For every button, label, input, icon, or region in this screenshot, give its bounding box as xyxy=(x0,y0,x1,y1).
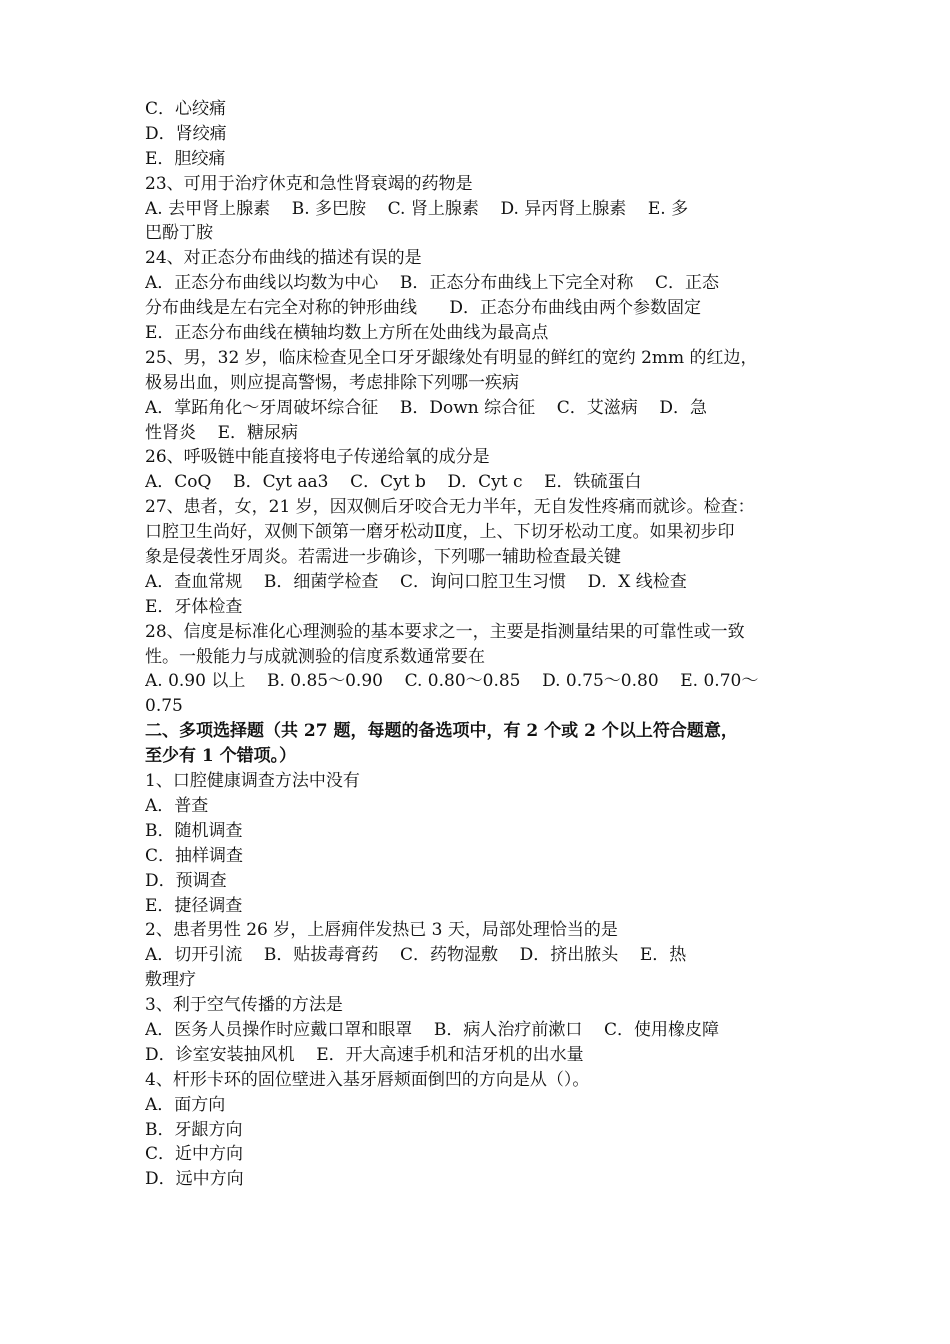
text-line: A．正态分布曲线以均数为中心 B．正态分布曲线上下完全对称 C．正态 xyxy=(145,273,720,294)
text-line: 口腔卫生尚好，双侧下颌第一磨牙松动Ⅱ度，上、下切牙松动工度。如果初步印 xyxy=(145,522,735,543)
text-line: C．心绞痛 xyxy=(145,99,227,119)
text-line: 象是侵袭性牙周炎。若需进一步确诊，下列哪一辅助检查最关键 xyxy=(145,547,621,568)
text-line: 分布曲线是左右完全对称的钟形曲线 D．正态分布曲线由两个参数固定 xyxy=(145,298,702,319)
text-line: D．远中方向 xyxy=(145,1169,244,1190)
text-line: 0.75 xyxy=(145,696,183,717)
text-line: 1、口腔健康调查方法中没有 xyxy=(145,771,360,792)
text-line: A．医务人员操作时应戴口罩和眼罩 B．病人治疗前漱口 C．使用橡皮障 xyxy=(145,1019,720,1040)
text-line: A. 去甲肾上腺素 B. 多巴胺 C. 肾上腺素 D. 异丙肾上腺素 E. 多 xyxy=(145,198,689,219)
text-line: B．随机调查 xyxy=(145,820,243,841)
text-line: A．切开引流 B．贴拔毒膏药 C．药物湿敷 D．挤出脓头 E．热 xyxy=(145,945,687,966)
text-line: 3、利于空气传播的方法是 xyxy=(145,995,343,1016)
text-line: A. 0.90 以上 B. 0.85～0.90 C. 0.80～0.85 D. 0.75～0.80 E. 0.70～ xyxy=(145,671,759,692)
text-line: 4、杆形卡环的固位壁进入基牙唇颊面倒凹的方向是从（）。 xyxy=(145,1069,590,1090)
text-line: D．预调查 xyxy=(145,870,227,891)
text-line: E．牙体检查 xyxy=(145,596,243,617)
text-line: A．查血常规 B．细菌学检查 C．询问口腔卫生习惯 D．X 线检查 xyxy=(145,571,687,592)
section-heading-line: 二、多项选择题（共 27 题，每题的备选项中，有 2 个或 2 个以上符合题意， xyxy=(145,721,738,742)
text-line: A．CoQ B．Cyt aa3 C．Cyt b D．Cyt c E．铁硫蛋白 xyxy=(145,472,642,493)
text-line: A．普查 xyxy=(145,795,209,816)
text-line: 极易出血，则应提高警惕，考虑排除下列哪一疾病 xyxy=(145,372,519,393)
text-line: C．抽样调查 xyxy=(145,845,244,866)
text-line: D．诊室安装抽风机 E．开大高速手机和洁牙机的出水量 xyxy=(145,1044,584,1065)
text-line: 23、可用于治疗休克和急性肾衰竭的药物是 xyxy=(145,173,473,194)
text-line: D．肾绞痛 xyxy=(145,123,227,144)
text-line: 26、呼吸链中能直接将电子传递给氧的成分是 xyxy=(145,447,490,468)
text-line: E．捷径调查 xyxy=(145,895,243,916)
text-line: 25、男，32 岁，临床检查见全口牙牙龈缘处有明显的鲜红的宽约 2mm 的红边， xyxy=(145,347,758,368)
text-line: B．牙龈方向 xyxy=(145,1119,243,1140)
text-line: 巴酚丁胺 xyxy=(145,223,213,244)
text-line: 敷理疗 xyxy=(145,970,196,991)
text-line: 28、信度是标准化心理测验的基本要求之一，主要是指测量结果的可靠性或一致 xyxy=(145,621,745,642)
text-line: E．胆绞痛 xyxy=(145,148,226,169)
text-line: 27、患者，女，21 岁，因双侧后牙咬合无力半年，无自发性疼痛而就诊。检查： xyxy=(145,497,755,518)
text-line: 24、对正态分布曲线的描述有误的是 xyxy=(145,248,422,269)
text-line: 性肾炎 E．糖尿病 xyxy=(145,422,299,443)
text-line: 2、患者男性 26 岁，上唇痈伴发热已 3 天，局部处理恰当的是 xyxy=(145,920,618,941)
text-line: A．面方向 xyxy=(145,1094,226,1115)
text-line: 性。一般能力与成就测验的信度系数通常要在 xyxy=(145,646,485,667)
text-line: A．掌跖角化～牙周破坏综合征 B．Down 综合征 C．艾滋病 D．急 xyxy=(145,397,708,418)
text-line: E．正态分布曲线在横轴均数上方所在处曲线为最高点 xyxy=(145,323,549,344)
section-heading-line: 至少有 1 个错项。） xyxy=(145,746,297,767)
text-line: C．近中方向 xyxy=(145,1144,244,1165)
